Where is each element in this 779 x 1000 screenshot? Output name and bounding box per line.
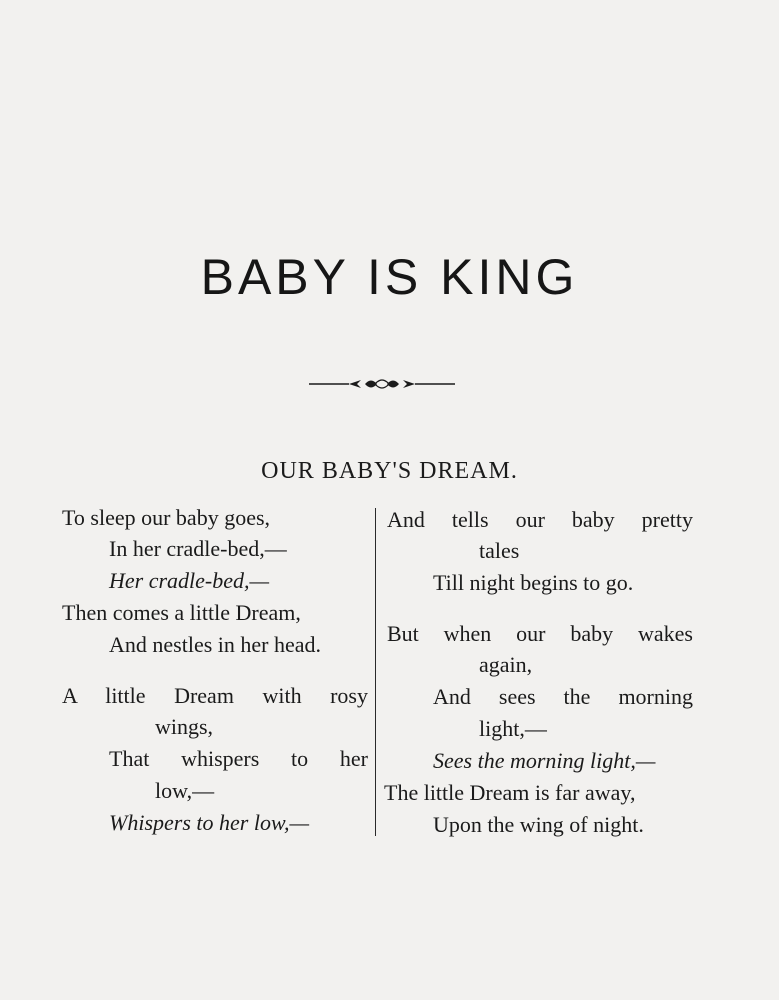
poem-line: Whispers to her low,—	[109, 810, 310, 835]
poem-line: Till night begins to go.	[433, 570, 634, 595]
page-title: BABY IS KING	[200, 249, 579, 305]
poem-title: OUR BABY'S DREAM.	[261, 458, 518, 484]
poem-line: But when our baby wakes	[387, 621, 693, 646]
poem-line: The little Dream is far away,	[384, 780, 636, 805]
poem-line: low,—	[155, 778, 215, 803]
poem-line: light,—	[479, 716, 547, 741]
poem-line: Then comes a little Dream,	[62, 600, 301, 625]
poem-line: again,	[479, 652, 533, 677]
poem-line: A little Dream with rosy	[62, 683, 368, 708]
poem-line: In her cradle-bed,—	[109, 536, 287, 561]
poem-line: Upon the wing of night.	[433, 812, 644, 837]
poem-line: tales	[479, 538, 520, 563]
poem-line: That whispers to her	[109, 746, 368, 771]
column-divider	[375, 508, 376, 836]
poem-line: And sees the morning	[433, 684, 693, 709]
poem-line: And nestles in her head.	[109, 632, 321, 657]
poem-line: Her cradle-bed,—	[109, 568, 270, 593]
poem-line: And tells our baby pretty	[387, 507, 693, 532]
poem-line: Sees the morning light,—	[433, 748, 656, 773]
poem-line: wings,	[155, 714, 214, 739]
poem-line: To sleep our baby goes,	[62, 505, 271, 530]
leaf-ornament-icon	[309, 376, 455, 392]
